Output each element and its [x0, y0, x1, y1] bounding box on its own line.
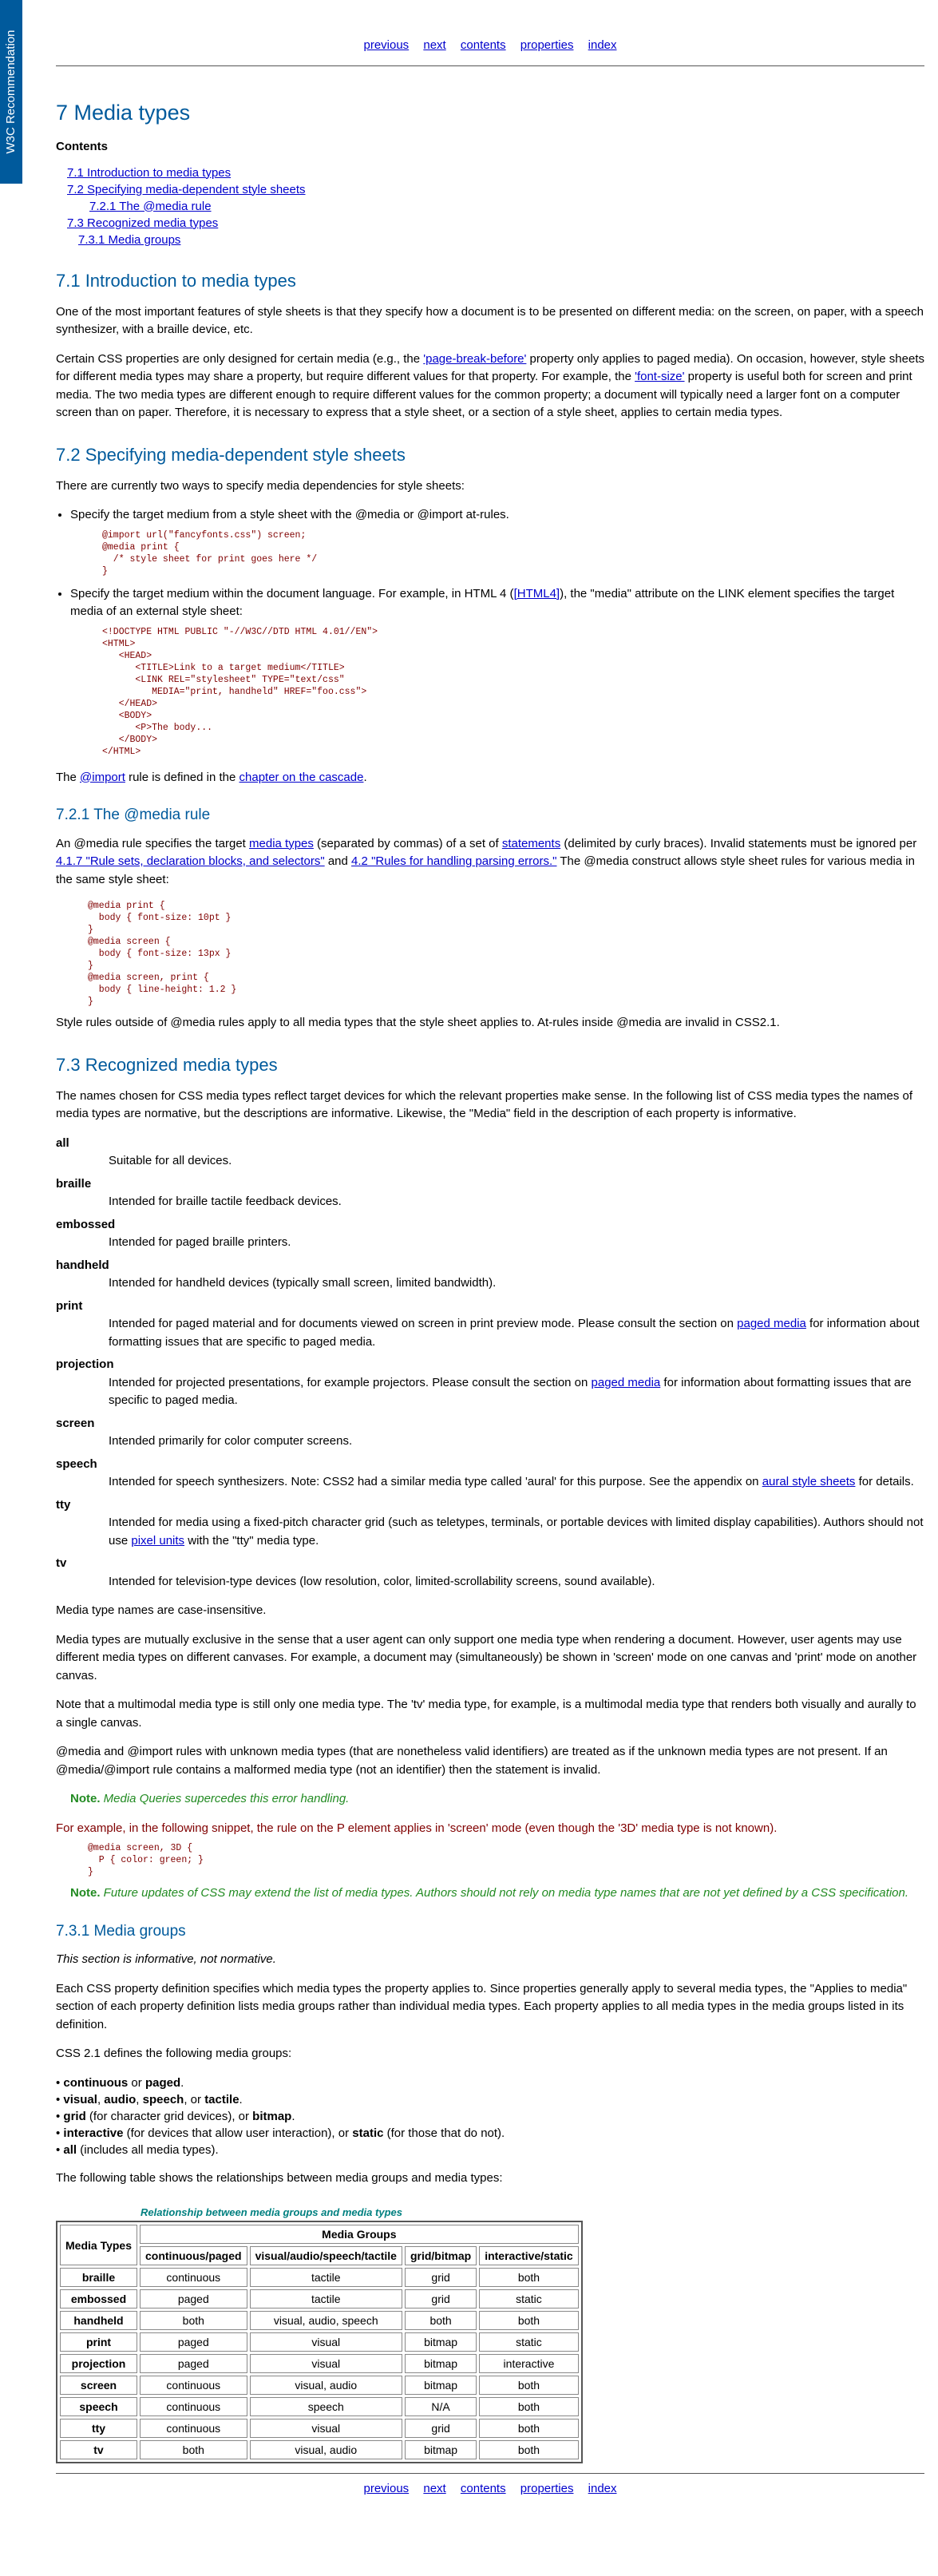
- nav-contents-link[interactable]: contents: [460, 2482, 506, 2495]
- list-item: • Specify the target medium from a style sheet with the @media or @import at-rules. @import url("fancyfonts.css") screen; @media print { /* style sheet for print goes here */ }: [70, 506, 924, 577]
- media-type-description: Intended for handheld devices (typically small screen, limited bandwidth).: [109, 1276, 497, 1290]
- table-column-header: continuous/paged: [140, 2246, 247, 2265]
- media-type-term: handheld: [56, 1258, 109, 1272]
- media-type-description: Intended for media using a fixed-pitch character grid (such as teletypes, terminals, or portable devices with limited display capabilities). Authors should not use pixel units with the "tty" media type.: [109, 1516, 924, 1548]
- code-example-media-rule: @media print { body { font-size: 10pt } } @media screen { body { font-size: 13px } } @media screen, print { body { line-height: 1.2 } }: [88, 901, 237, 1007]
- nav-previous-link[interactable]: previous: [363, 2482, 410, 2495]
- section-7-2-import-paragraph: The @import rule is defined in the chapter on the cascade.: [56, 770, 367, 784]
- example-text: For example, in the following snippet, the rule on the P element applies in 'screen' mode (even though the '3D' media type is not known).: [56, 1821, 778, 1835]
- pixel-units-link[interactable]: pixel units: [131, 1533, 185, 1548]
- section-7-3-paragraph-4: @media and @import rules with unknown media types (that are nonetheless valid identifiers) are treated as if the unknown media types are not present. If an @media/@import rule contains a malformed media type (not an identifier) then the statement is invalid.: [56, 1745, 888, 1777]
- section-7-3-paragraph-2: Media types are mutually exclusive in the sense that a user agent can only support one media type when rendering a document. However, user agents may use different media types on different canvases. For example, a document may (simultaneously) be shown in 'screen' mode on one canvas and 'print' mode on another canvas.: [56, 1632, 917, 1682]
- code-example-import: @import url("fancyfonts.css") screen; @media print { /* style sheet for print goes here */ }: [102, 529, 318, 577]
- bottom-navigation: [56, 2474, 924, 2499]
- code-example-link-element: <!DOCTYPE HTML PUBLIC "-//W3C//DTD HTML 4.01//EN"> <HTML> <HEAD> <TITLE>Link to a target medium</TITLE> <LINK REL="stylesheet" TYPE="text/css" MEDIA="print, handheld" HREF="foo.css"> </HEAD> <BODY> <P>The body... </BODY> </HTML>: [102, 626, 378, 757]
- page-title: 7 Media types: [56, 100, 191, 125]
- section-7-2-1-paragraph-1: An @media rule specifies the target media types (separated by commas) of a set of statements (delimited by curly braces). Invalid statements must be ignored per 4.1.7 "Rule sets, declaration blocks, and selectors" and 4.2 "Rules for handling parsing errors." The @media construct allows style sheet rules for various media in the same style sheet:: [56, 836, 917, 886]
- html4-reference-link[interactable]: [HTML4]: [513, 586, 560, 600]
- w3c-recommendation-ribbon[interactable]: [0, 0, 22, 184]
- rule-sets-link[interactable]: 4.1.7 "Rule sets, declaration blocks, and selectors": [56, 854, 325, 868]
- nav-index-link[interactable]: index: [588, 2482, 617, 2495]
- section-7-3-1-paragraph-1: Each CSS property definition specifies which media types the property applies to. Since properties generally apply to several media types, the "Applies to media" section of each property definition lists media groups rather than individual media types. Each property applies to all media types in the media groups listed in its definition.: [56, 1981, 908, 2031]
- table-row: speech continuous speech N/A both: [60, 2397, 579, 2416]
- media-type-term: tv: [56, 1556, 67, 1570]
- section-7-3-1-heading: 7.3.1 Media groups: [56, 1922, 186, 1940]
- nav-properties-link[interactable]: properties: [520, 38, 574, 52]
- media-type-description: Suitable for all devices.: [109, 1154, 232, 1167]
- toc-link-7-2[interactable]: 7.2 Specifying media-dependent style sheets: [67, 182, 306, 196]
- media-type-description: Intended for paged material and for documents viewed on screen in print preview mode. Please consult the section on paged media for information about formatting issues that are specific to paged media.: [109, 1317, 920, 1349]
- section-7-2-heading: 7.2 Specifying media-dependent style sheets: [56, 444, 406, 465]
- table-column-header: grid/bitmap: [405, 2246, 477, 2265]
- nav-next-link[interactable]: next: [423, 2482, 446, 2495]
- nav-properties-link[interactable]: properties: [520, 2482, 574, 2495]
- media-type-term: braille: [56, 1176, 92, 1191]
- table-header: Media Groups: [140, 2225, 579, 2244]
- toc-link-7-1[interactable]: 7.1 Introduction to media types: [67, 165, 232, 180]
- paged-media-link[interactable]: paged media: [737, 1317, 806, 1330]
- nav-contents-link[interactable]: contents: [460, 38, 506, 52]
- media-type-description: Intended primarily for color computer screens.: [109, 1434, 353, 1448]
- table-row: embossed paged tactile grid static: [60, 2289, 579, 2308]
- media-types-link[interactable]: media types: [249, 836, 314, 850]
- note-future-updates: Note. Future updates of CSS may extend the list of media types. Authors should not rely on media type names that are not yet defined by a CSS specification.: [70, 1886, 908, 1900]
- media-type-description: Intended for braille tactile feedback devices.: [109, 1195, 342, 1208]
- section-7-3-heading: 7.3 Recognized media types: [56, 1054, 278, 1075]
- media-groups-table: [56, 2221, 583, 2463]
- list-item: • all (includes all media types).: [56, 2142, 924, 2158]
- section-7-3-paragraph-1: Media type names are case-insensitive.: [56, 1603, 267, 1617]
- parsing-errors-link[interactable]: 4.2 "Rules for handling parsing errors.": [351, 854, 557, 868]
- table-column-header: visual/audio/speech/tactile: [250, 2246, 402, 2265]
- section-7-3-paragraph-3: Note that a multimodal media type is still only one media type. The 'tv' media type, for example, is a multimodal media type that renders both visually and aurally to a single canvas.: [56, 1698, 916, 1730]
- table-row: tty continuous visual grid both: [60, 2419, 579, 2438]
- table-row: screen continuous visual, audio bitmap both: [60, 2376, 579, 2395]
- media-type-term: screen: [56, 1416, 95, 1430]
- table-of-contents: [67, 164, 924, 248]
- table-header: Media Types: [60, 2225, 137, 2265]
- paged-media-link[interactable]: paged media: [591, 1375, 661, 1389]
- nav-next-link[interactable]: next: [423, 38, 446, 52]
- table-row: projection paged visual bitmap interactive: [60, 2354, 579, 2373]
- section-7-2-intro: There are currently two ways to specify media dependencies for style sheets:: [56, 478, 465, 493]
- toc-link-7-3[interactable]: 7.3 Recognized media types: [67, 216, 219, 230]
- code-example-3d: @media screen, 3D { P { color: green; } }: [88, 1843, 204, 1877]
- toc-link-7-2-1[interactable]: 7.2.1 The @media rule: [89, 199, 212, 213]
- ribbon-label: W3C Recommendation: [4, 30, 18, 154]
- media-type-term: speech: [56, 1456, 97, 1471]
- section-7-3-1-paragraph-3: The following table shows the relationships between media groups and media types:: [56, 2170, 503, 2185]
- table-row: tv both visual, audio bitmap both: [60, 2440, 579, 2459]
- table-column-header: interactive/static: [479, 2246, 579, 2265]
- media-groups-list: [56, 2075, 924, 2158]
- informative-notice: This section is informative, not normative.: [56, 1952, 276, 1966]
- nav-index-link[interactable]: index: [588, 38, 617, 52]
- note-media-queries: Note. Media Queries supercedes this error handling.: [70, 1792, 350, 1805]
- section-7-2-1-heading: 7.2.1 The @media rule: [56, 806, 211, 823]
- page-content: [56, 0, 924, 2499]
- media-type-description: Intended for paged braille printers.: [109, 1235, 291, 1249]
- toc-link-7-3-1[interactable]: 7.3.1 Media groups: [78, 232, 181, 247]
- contents-heading: Contents: [56, 140, 108, 153]
- list-item: • interactive (for devices that allow user interaction), or static (for those that do not).: [56, 2125, 924, 2142]
- media-type-description: Intended for projected presentations, for example projectors. Please consult the section on paged media for information about formatting issues that are specific to paged media.: [109, 1375, 912, 1407]
- media-types-definition-list: [56, 1135, 924, 1591]
- media-type-term: embossed: [56, 1217, 116, 1231]
- section-7-3-1-paragraph-2: CSS 2.1 defines the following media groups:: [56, 2047, 292, 2060]
- media-type-term: print: [56, 1298, 83, 1313]
- table-caption: Relationship between media groups and media types: [141, 2206, 402, 2218]
- cascade-chapter-link[interactable]: chapter on the cascade: [239, 770, 364, 784]
- table-row: braille continuous tactile grid both: [60, 2268, 579, 2287]
- top-divider: [56, 65, 924, 66]
- page-break-before-link[interactable]: 'page-break-before': [423, 351, 527, 366]
- section-7-1-heading: 7.1 Introduction to media types: [56, 270, 296, 291]
- section-7-2-1-paragraph-2: Style rules outside of @media rules apply to all media types that the style sheet applies to. At-rules inside @media are invalid in CSS2.1.: [56, 1016, 780, 1029]
- media-type-term: tty: [56, 1497, 71, 1512]
- list-item: • grid (for character grid devices), or bitmap.: [56, 2108, 924, 2125]
- section-7-1-paragraph-2: Certain CSS properties are only designed for certain media (e.g., the 'page-break-before' property only applies to paged media). On occasion, however, style sheets for different media types may share a property, but require different values for that property. For example, the 'font-size' property is useful both for screen and print media. The two media types are different enough to require different values for the common property; a document will typically need a larger font on a computer screen than on paper. Therefore, it is necessary to express that a style sheet, or a section of a style sheet, applies to certain media types.: [56, 351, 925, 419]
- media-type-description: Intended for television-type devices (low resolution, color, limited-scrollability screens, sound available).: [109, 1574, 655, 1588]
- media-type-description: Intended for speech synthesizers. Note: CSS2 had a similar media type called 'aural' for this purpose. See the appendix on aural style sheets for details.: [109, 1475, 914, 1488]
- import-link[interactable]: @import: [80, 770, 125, 784]
- media-dependency-list: [56, 506, 924, 758]
- top-navigation: [56, 0, 924, 55]
- list-item: • Specify the target medium within the document language. For example, in HTML 4 ([HTML4]), the "media" attribute on the LINK element specifies the target media of an external style sheet: <!DOCTYPE HTML PUBLIC "-//W3C//DTD HTML 4.01//EN"> <HTML> <HEAD> <TITLE>Link to a target medium</TITLE> <LINK REL="stylesheet" TYPE="text/css" MEDIA="print, handheld" HREF="foo.css"> </HEAD> <BODY> <P>The body... </BODY> </HTML>: [70, 585, 924, 758]
- media-type-term: projection: [56, 1357, 114, 1371]
- table-row: print paged visual bitmap static: [60, 2332, 579, 2352]
- list-item: • continuous or paged.: [56, 2075, 924, 2091]
- font-size-link[interactable]: 'font-size': [635, 370, 685, 383]
- aural-style-sheets-link[interactable]: aural style sheets: [762, 1475, 856, 1488]
- statements-link[interactable]: statements: [501, 836, 561, 850]
- media-type-term: all: [56, 1135, 69, 1150]
- table-row: handheld both visual, audio, speech both both: [60, 2311, 579, 2330]
- section-7-1-paragraph-1: One of the most important features of style sheets is that they specify how a document is to be presented on different media: on the screen, on paper, with a speech synthesizer, with a braille device, etc.: [56, 304, 924, 336]
- nav-previous-link[interactable]: previous: [363, 38, 410, 52]
- section-7-3-intro: The names chosen for CSS media types reflect target devices for which the relevant properties make sense. In the following list of CSS media types the names of media types are normative, but the descriptions are informative. Likewise, the "Media" field in the description of each property is informative.: [56, 1088, 913, 1120]
- list-item: • visual, audio, speech, or tactile.: [56, 2091, 924, 2108]
